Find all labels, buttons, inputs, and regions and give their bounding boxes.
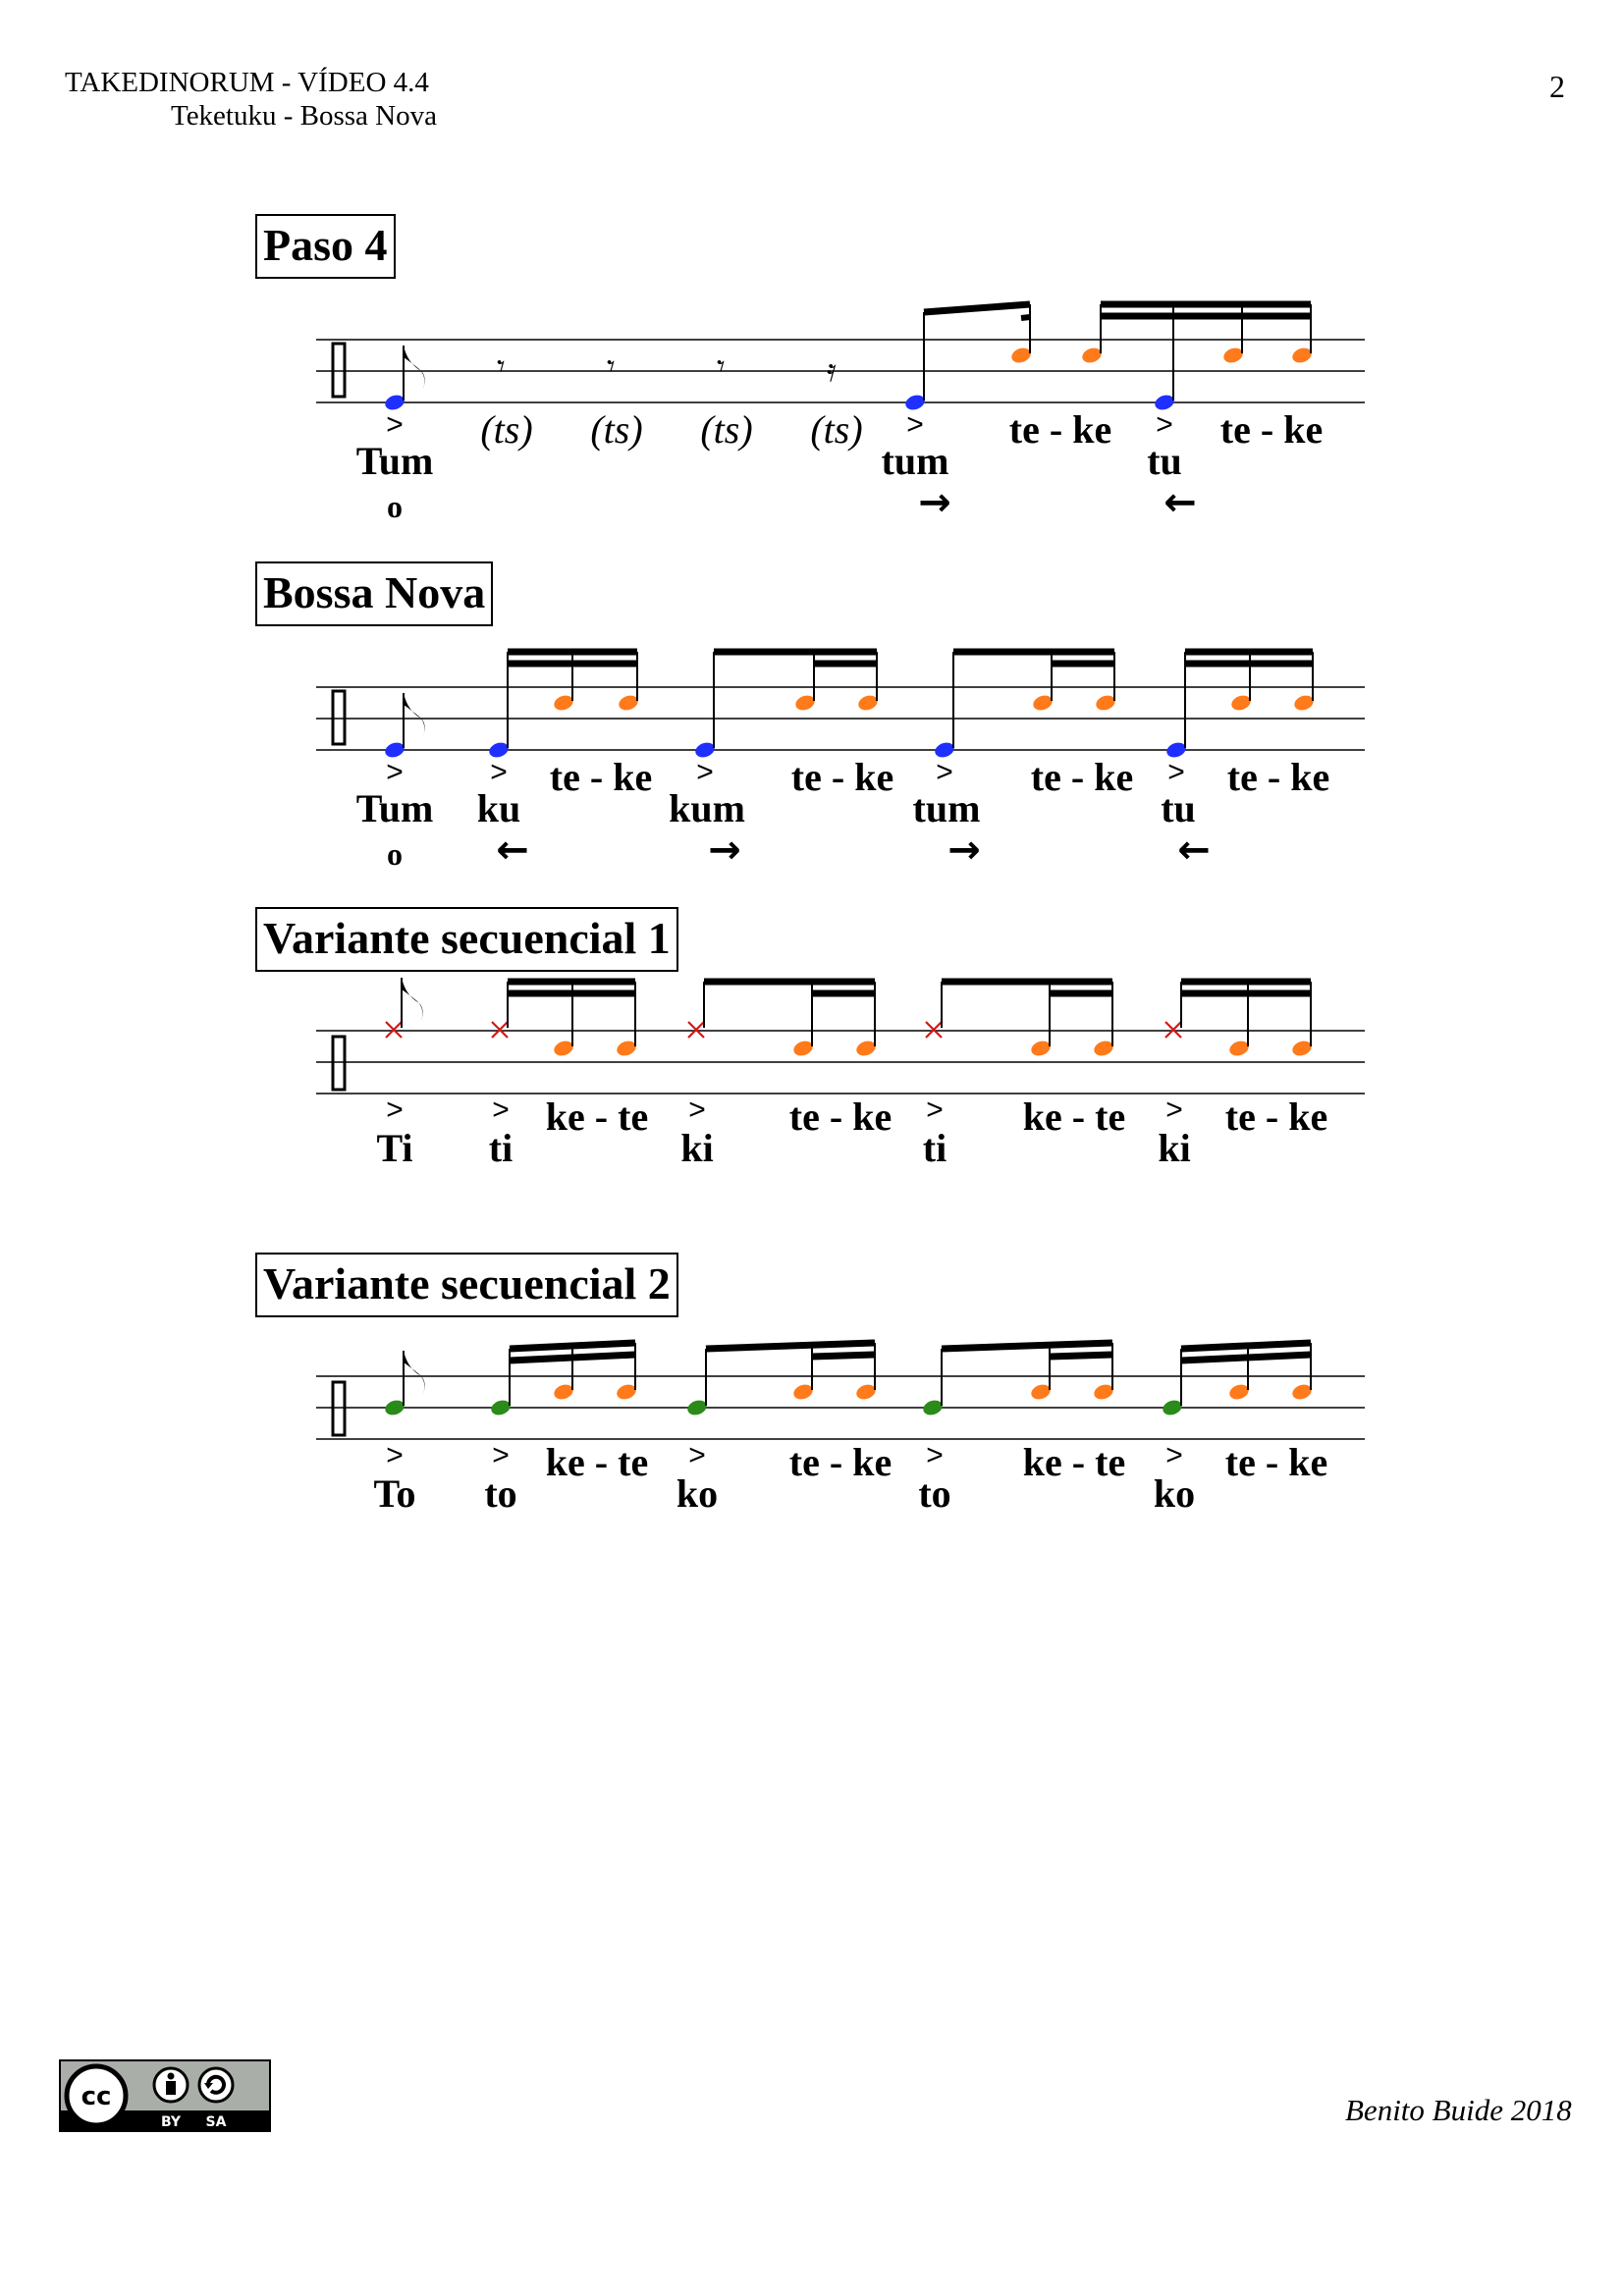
sa-label: SA bbox=[205, 2114, 227, 2130]
cc-label: cc bbox=[81, 2082, 112, 2111]
syllable: (ts) bbox=[700, 407, 753, 452]
accent-mark: > bbox=[926, 1094, 944, 1126]
staff-bossa-nova bbox=[0, 550, 1623, 883]
syllable: tum bbox=[881, 439, 949, 483]
syllable: ko bbox=[676, 1471, 719, 1516]
staff-variante-1 bbox=[0, 883, 1623, 1217]
right-arrow-icon: → bbox=[918, 480, 951, 525]
syllable: To bbox=[373, 1471, 416, 1516]
accent-mark: > bbox=[492, 1094, 510, 1126]
accent-mark: > bbox=[1156, 408, 1173, 441]
syllable: (ts) bbox=[480, 407, 533, 452]
accent-mark: > bbox=[1165, 1439, 1183, 1471]
accent-mark: > bbox=[688, 1439, 706, 1471]
section-variante-2 bbox=[0, 1229, 1623, 1563]
accent-mark: > bbox=[386, 1439, 404, 1471]
section-title-bossa-nova: Bossa Nova bbox=[255, 561, 493, 626]
creative-commons-by-sa-icon bbox=[59, 2059, 271, 2132]
section-variante-1 bbox=[0, 883, 1623, 1217]
accent-mark: > bbox=[1167, 756, 1185, 788]
accent-mark: > bbox=[1165, 1094, 1183, 1126]
syllable: ki bbox=[680, 1126, 714, 1170]
syllable: te - ke bbox=[1030, 755, 1134, 799]
accent-mark: > bbox=[492, 1439, 510, 1471]
right-arrow-icon: → bbox=[708, 828, 741, 873]
syllable: to bbox=[484, 1471, 517, 1516]
syllable: te - ke bbox=[1224, 1095, 1328, 1139]
accent-mark: > bbox=[926, 1439, 944, 1471]
sub-label: o bbox=[387, 836, 403, 872]
syllable: ke - te bbox=[545, 1095, 649, 1139]
section-paso-4 bbox=[0, 0, 1623, 550]
accent-mark: > bbox=[386, 756, 404, 788]
left-arrow-icon: ← bbox=[1163, 480, 1197, 525]
left-arrow-icon: ← bbox=[496, 828, 529, 873]
syllable: (ts) bbox=[590, 407, 643, 452]
syllable: te - ke bbox=[1226, 755, 1330, 799]
accent-mark: > bbox=[936, 756, 953, 788]
left-arrow-icon: ← bbox=[1177, 828, 1211, 873]
syllable: ke - te bbox=[545, 1440, 649, 1484]
syllable: Tum bbox=[355, 439, 434, 483]
syllable: Tum bbox=[355, 786, 434, 830]
svg-text:𝄿: 𝄿 bbox=[827, 351, 837, 389]
syllable: te - ke bbox=[1008, 407, 1112, 452]
syllable: ku bbox=[476, 786, 521, 830]
accent-mark: > bbox=[906, 408, 924, 441]
document-subtitle: Teketuku - Bossa Nova bbox=[171, 100, 437, 132]
section-title-variante-1: Variante secuencial 1 bbox=[255, 907, 678, 972]
syllable: te - ke bbox=[549, 755, 653, 799]
syllable: te - ke bbox=[788, 1440, 893, 1484]
section-bossa-nova bbox=[0, 550, 1623, 883]
section-title-variante-2: Variante secuencial 2 bbox=[255, 1253, 678, 1317]
author-credit: Benito Buide 2018 bbox=[1345, 2093, 1572, 2127]
sub-label: o bbox=[387, 489, 403, 524]
syllable: ti bbox=[488, 1126, 514, 1170]
syllable: te - ke bbox=[788, 1095, 893, 1139]
page-number: 2 bbox=[1549, 69, 1565, 104]
accent-mark: > bbox=[386, 1094, 404, 1126]
accent-mark: > bbox=[490, 756, 508, 788]
staff-paso-4 bbox=[0, 0, 1623, 550]
syllable: te - ke bbox=[1224, 1440, 1328, 1484]
syllable: Ti bbox=[376, 1126, 413, 1170]
document-title: TAKEDINORUM - VÍDEO 4.4 bbox=[65, 67, 429, 98]
svg-text:𝄾: 𝄾 bbox=[497, 347, 506, 385]
by-label: BY bbox=[160, 2114, 182, 2130]
syllable: kum bbox=[669, 786, 745, 830]
syllable: tu bbox=[1161, 786, 1196, 830]
syllable: te - ke bbox=[790, 755, 894, 799]
accent-mark: > bbox=[688, 1094, 706, 1126]
staff-variante-2 bbox=[0, 1229, 1623, 1563]
syllable: ke - te bbox=[1022, 1440, 1126, 1484]
section-title-paso-4: Paso 4 bbox=[255, 214, 396, 279]
svg-text:𝄾: 𝄾 bbox=[607, 347, 616, 385]
syllable: ke - te bbox=[1022, 1095, 1126, 1139]
accent-mark: > bbox=[386, 408, 404, 441]
syllable: ki bbox=[1158, 1126, 1191, 1170]
syllable: te - ke bbox=[1219, 407, 1324, 452]
syllable: to bbox=[918, 1471, 951, 1516]
syllable: (ts) bbox=[810, 407, 863, 452]
syllable: tu bbox=[1147, 439, 1182, 483]
syllable: tum bbox=[912, 786, 981, 830]
right-arrow-icon: → bbox=[947, 828, 981, 873]
svg-text:𝄾: 𝄾 bbox=[717, 347, 726, 385]
accent-mark: > bbox=[696, 756, 714, 788]
syllable: ti bbox=[922, 1126, 947, 1170]
syllable: ko bbox=[1153, 1471, 1196, 1516]
